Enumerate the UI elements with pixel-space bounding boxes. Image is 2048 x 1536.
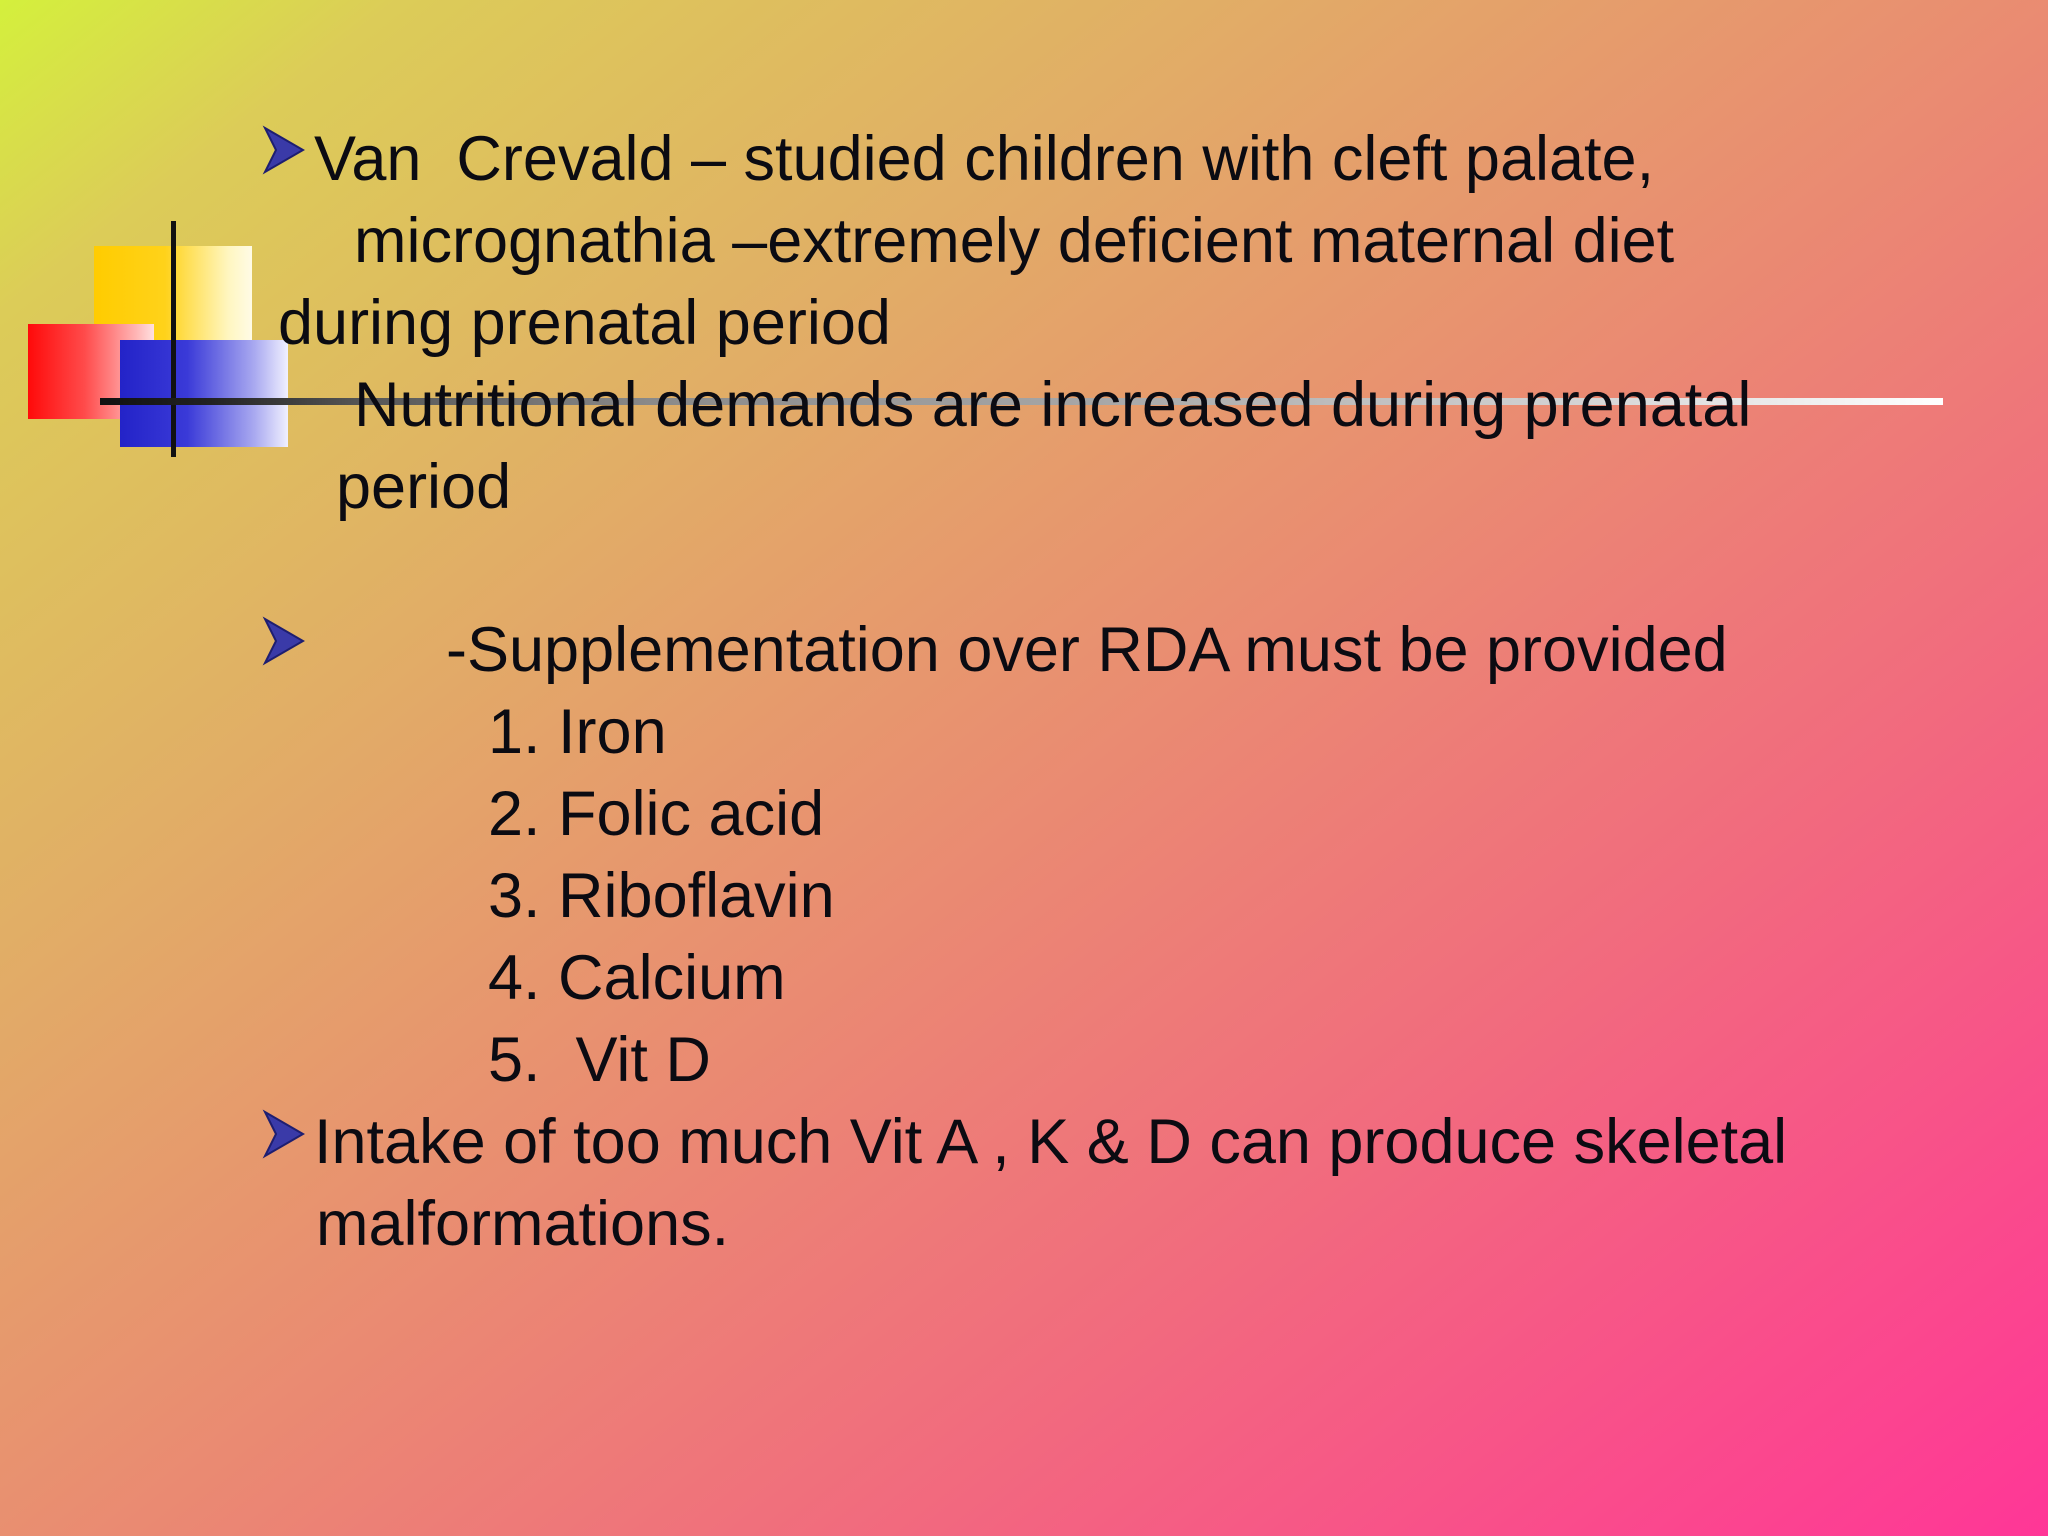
- bullet-3-line-1: Intake of too much Vit A , K & D can produce skeletal: [314, 1107, 1788, 1177]
- bullet-1-line-1: Van Crevald – studied children with cleft palate,: [314, 124, 1655, 194]
- decorative-blue-block: [120, 340, 288, 447]
- nutrient-item: 4. Calcium: [488, 943, 786, 1013]
- bullet-1-line-5: period: [336, 452, 512, 522]
- decorative-vertical-line: [171, 221, 176, 457]
- bullet-1-line-3: during prenatal period: [278, 288, 891, 358]
- arrow-bullet-icon: [262, 616, 306, 666]
- nutrient-item: 5. Vit D: [488, 1025, 711, 1095]
- nutrient-item: 3. Riboflavin: [488, 861, 835, 931]
- arrow-bullet-icon: [262, 1109, 306, 1159]
- bullet-1-line-2: micrognathia –extremely deficient maternal diet: [354, 206, 1675, 276]
- bullet-1-line-4: Nutritional demands are increased during prenatal: [354, 370, 1752, 440]
- nutrient-item: 1. Iron: [488, 697, 667, 767]
- bullet-2-line-1: -Supplementation over RDA must be provided: [446, 615, 1728, 685]
- arrow-bullet-icon: [262, 125, 306, 175]
- nutrient-item: 2. Folic acid: [488, 779, 825, 849]
- bullet-3-line-2: malformations.: [316, 1189, 730, 1259]
